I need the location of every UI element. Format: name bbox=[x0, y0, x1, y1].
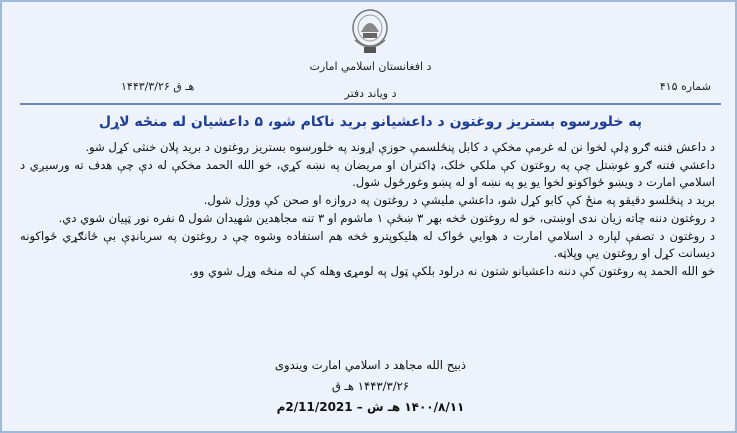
paragraph: داعشي فتنه ګرو غوښتل چې په روغتون کې ملکي خلک، ډاکتران او مريضان په نښه کړي، خو الله الحمد مخکې له دې چې هدف ته ورسيږي د اسلامي امارت د ويښو ځواکونو لخوا يو يو په نښه او له پښو وغورځول شول. bbox=[20, 158, 715, 189]
closing-solar-date: ۱۴۰۰/۸/۱۱ هـ ش – 2/11/2021م bbox=[276, 400, 465, 414]
headline: په خلورسوه بستريز روغتون د داعشيانو بريد ناکام شو، ۵ داعشيان له منځه لاړل bbox=[98, 114, 643, 130]
paragraph: بريد د پنځلسو دقيقو په منځ کې کابو کړل شو، داعشي مليشې د روغتون په دروازه او صحن کې ووژل شول. bbox=[203, 193, 715, 207]
header-divider bbox=[20, 103, 721, 105]
organization-name: د افغانستان اسلامي امارت bbox=[309, 60, 432, 73]
header-date: ۱۴۴۳/۳/۲۶ هـ ق bbox=[121, 80, 195, 93]
closing-hijri-date: ۱۴۴۳/۳/۲۶ هـ ق bbox=[331, 379, 410, 393]
statement-body bbox=[20, 139, 715, 281]
office-name: د ویاند دفتر bbox=[344, 87, 397, 100]
document-number: شماره ۴۱۵ bbox=[659, 80, 711, 93]
paragraph: د داعش فتنه ګرو ډلې لخوا نن له غرمې مخکې د کابل پنځلسمې حوزې اړوند په خلورسوه بستريز روغتون د بريد پلان خنثی کړل شو. bbox=[85, 140, 715, 154]
paragraph: د روغتون دننه چاته زيان ندی اوښتی، خو له روغتون څخه بهر ۳ ښځې ۱ ماشوم او ۳ تنه مجاهدين شهيدان شول ۵ نفره نور ټپيان شوي دي. bbox=[58, 211, 715, 225]
paragraph: خو الله الحمد په روغتون کې دننه داعشيانو شتون نه درلود بلکې ټول په لومړۍ وهله کې له منځه وړل شوي وو. bbox=[189, 264, 715, 278]
paragraph: د روغتون د تصفې لپاره د اسلامي امارت د هوايي ځواک له هليکوپترو څخه هم استفاده وشوه چې د روغتون په سربانډې بې ځانګړي ځواکونه ديسانت کړل او روغتون يې وپلاټه. bbox=[20, 229, 715, 260]
signatory-name: ذبیح الله مجاهد د اسلامي امارت ویندوی bbox=[274, 358, 467, 372]
emblem-seal-icon bbox=[347, 6, 393, 56]
